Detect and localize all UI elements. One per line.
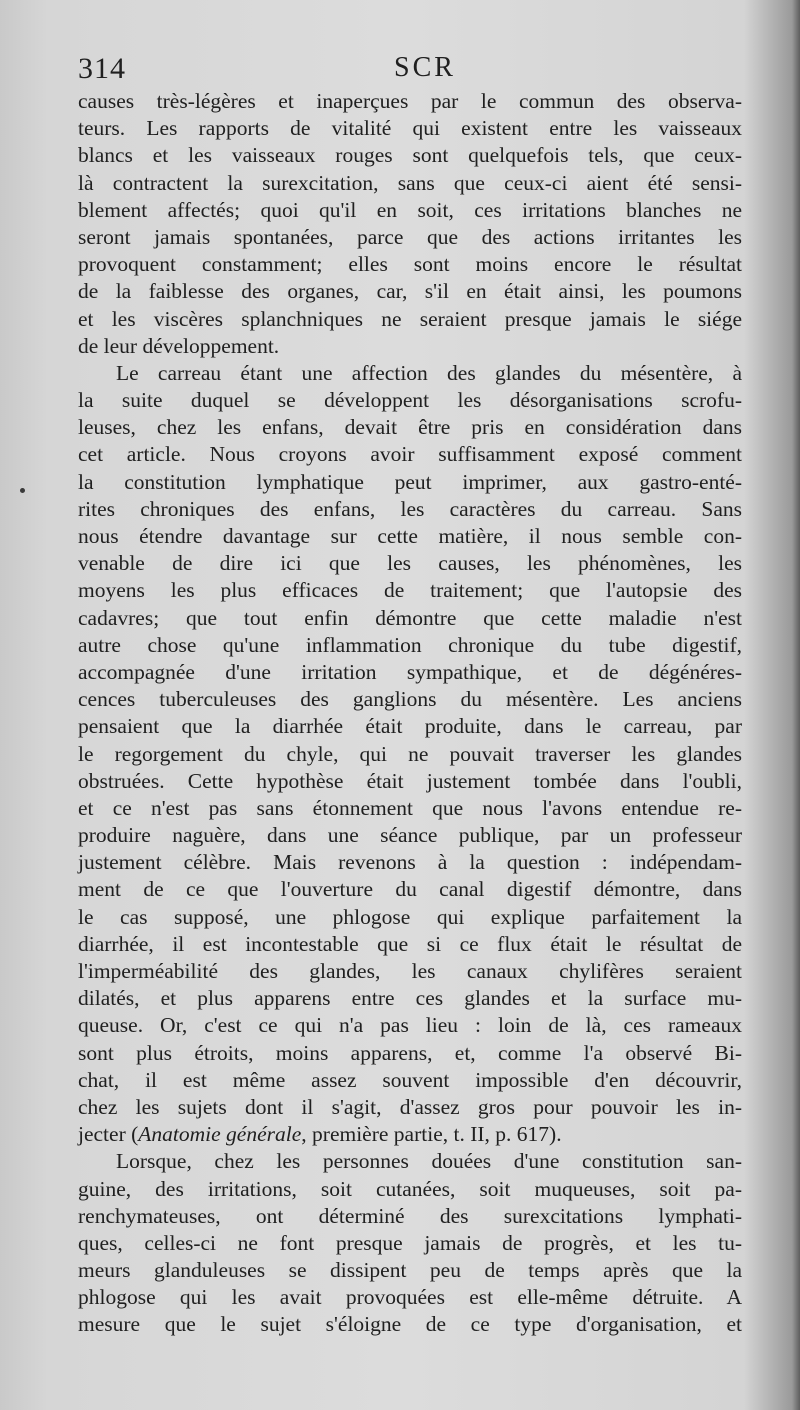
text-line: venable de dire ici que les causes, les phénomènes, les <box>78 551 742 576</box>
citation-rest: , première partie, t. II, p. 617). <box>301 1122 562 1147</box>
text-line: chez les sujets dont il s'agit, d'assez gros pour pouvoir les in- <box>78 1094 742 1119</box>
text-line: obstruées. Cette hypothèse était justement tombée dans l'oubli, <box>78 768 742 793</box>
running-head: SCR <box>394 52 456 83</box>
text-line: la suite duquel se développent les désorganisations scrofu- <box>78 388 742 413</box>
text-line: diarrhée, il est incontestable que si ce flux était le résultat de <box>78 931 742 956</box>
text-line: nous étendre davantage sur cette matière, il nous semble con- <box>78 524 742 548</box>
text-line: rites chroniques des enfans, les caractères du carreau. Sans <box>78 496 742 521</box>
text-line: ment de ce que l'ouverture du canal digestif démontre, dans <box>78 877 742 902</box>
text-line: là contractent la surexcitation, sans que ceux-ci aient été sensi- <box>78 170 742 195</box>
text-line: blement affectés; quoi qu'il en soit, ces irritations blanches ne <box>78 197 742 222</box>
text-line: dilatés, et plus apparens entre ces glandes et la surface mu- <box>78 986 742 1011</box>
text-line: le cas supposé, une phlogose qui explique parfaitement la <box>78 904 742 929</box>
text-line: cet article. Nous croyons avoir suffisamment exposé comment <box>78 442 742 467</box>
text-line: queuse. Or, c'est ce qui n'a pas lieu : loin de là, ces rameaux <box>78 1013 742 1038</box>
text-line: teurs. Les rapports de vitalité qui existent entre les vaisseaux <box>78 116 742 141</box>
text-line: pensaient que la diarrhée était produite, dans le carreau, par <box>78 714 742 739</box>
text-line: autre chose qu'une inflammation chronique du tube digestif, <box>78 632 742 657</box>
text-line: et les viscères splanchniques ne seraient presque jamais le siége <box>78 306 742 331</box>
text-line: cadavres; que tout enfin démontre que cette maladie n'est <box>78 605 742 630</box>
text-line: meurs glanduleuses se dissipent peu de temps après que la <box>78 1258 742 1283</box>
text-line: renchymateuses, ont déterminé des surexcitations lymphati- <box>78 1203 742 1228</box>
text-line: de leur développement. <box>78 333 280 358</box>
citation-title: Anatomie générale <box>138 1122 302 1147</box>
text-line: ques, celles-ci ne font presque jamais de progrès, et les tu- <box>78 1230 742 1255</box>
citation-open: jecter ( <box>78 1122 139 1147</box>
text-line: l'imperméabilité des glandes, les canaux chylifères seraient <box>78 959 742 983</box>
paragraph-start-line: Le carreau étant une affection des glandes du mésentère, à <box>116 360 742 385</box>
body-text <box>78 88 742 1339</box>
text-line: mesure que le sujet s'éloigne de ce type d'organisation, et <box>78 1312 742 1337</box>
text-line: accompagnée d'une irritation sympathique, et de dégénéres- <box>78 659 742 684</box>
text-line: seront jamais spontanées, parce que des actions irritantes les <box>78 224 742 249</box>
text-line: guine, des irritations, soit cutanées, soit muqueuses, soit pa- <box>78 1176 742 1201</box>
page-header <box>78 52 742 92</box>
text-line: leuses, chez les enfans, devait être pris en considération dans <box>78 415 742 440</box>
text-line: provoquent constamment; elles sont moins encore le résultat <box>78 252 742 277</box>
text-line: sont plus étroits, moins apparens, et, comme l'a observé Bi- <box>78 1040 742 1065</box>
text-line: cences tuberculeuses des ganglions du mésentère. Les anciens <box>78 687 742 712</box>
text-line: chat, il est même assez souvent impossible d'en découvrir, <box>78 1067 742 1092</box>
paragraph-start-line: Lorsque, chez les personnes douées d'une constitution san- <box>116 1149 742 1174</box>
text-line: le regorgement du chyle, qui ne pouvait traverser les glandes <box>78 741 742 766</box>
citation-line <box>78 1121 742 1148</box>
text-line: la constitution lymphatique peut imprimer, aux gastro-enté- <box>78 469 742 494</box>
ink-spot <box>20 488 25 493</box>
text-line: justement célèbre. Mais revenons à la question : indépendam- <box>78 850 742 875</box>
text-line: de la faiblesse des organes, car, s'il en était ainsi, les poumons <box>78 279 742 304</box>
text-line: produire naguère, dans une séance publique, par un professeur <box>78 823 742 848</box>
page-number: 314 <box>78 52 126 85</box>
text-line: et ce n'est pas sans étonnement que nous l'avons entendue re- <box>78 795 742 820</box>
text-line: causes très-légères et inaperçues par le commun des observa- <box>78 89 742 113</box>
text-line: moyens les plus efficaces de traitement; que l'autopsie des <box>78 578 742 603</box>
text-line: phlogose qui les avait provoquées est elle-même détruite. A <box>78 1285 742 1310</box>
text-line: blancs et les vaisseaux rouges sont quelquefois tels, que ceux- <box>78 143 742 168</box>
